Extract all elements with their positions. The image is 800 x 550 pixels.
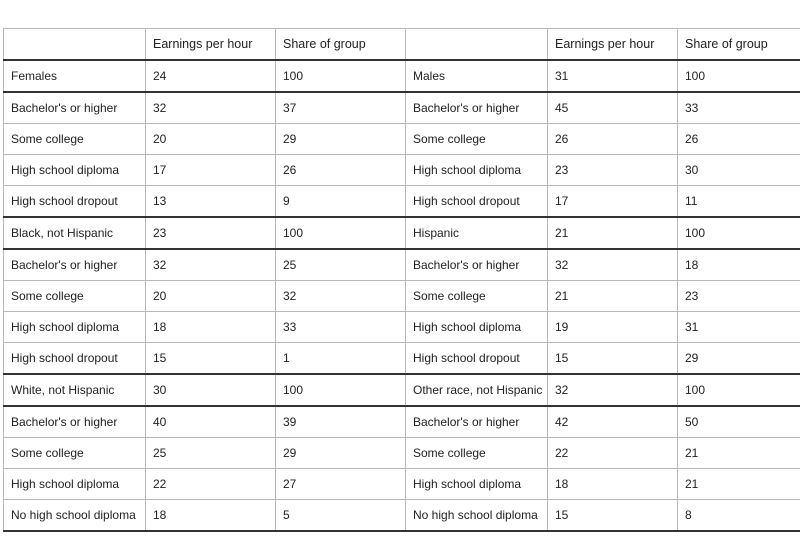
table-cell: 32 <box>146 92 276 124</box>
table-cell: Some college <box>406 124 548 155</box>
table-row <box>4 155 800 186</box>
header-cell: Share of group <box>678 29 800 61</box>
table-cell: 32 <box>548 249 678 281</box>
table-cell: 39 <box>276 406 406 438</box>
header-cell: Earnings per hour <box>548 29 678 61</box>
table-row <box>4 374 800 406</box>
table-cell: Some college <box>4 438 146 469</box>
table-cell: 20 <box>146 281 276 312</box>
table-cell: Hispanic <box>406 217 548 249</box>
header-cell: Earnings per hour <box>146 29 276 61</box>
table-cell: White, not Hispanic <box>4 374 146 406</box>
table-cell: Some college <box>406 281 548 312</box>
table-row <box>4 500 800 532</box>
table-cell: 31 <box>678 312 800 343</box>
table-cell: 100 <box>678 60 800 92</box>
table-cell: 26 <box>276 155 406 186</box>
table-cell: 37 <box>276 92 406 124</box>
table-cell: 25 <box>146 438 276 469</box>
table-cell: Bachelor's or higher <box>4 249 146 281</box>
table-row <box>4 281 800 312</box>
header-cell <box>406 29 548 61</box>
table-cell: 22 <box>146 469 276 500</box>
table-row <box>4 92 800 124</box>
table-cell: 26 <box>678 124 800 155</box>
table-cell: 33 <box>276 312 406 343</box>
table-cell: 5 <box>276 500 406 532</box>
table-cell: 23 <box>548 155 678 186</box>
earnings-table <box>3 28 800 532</box>
table-cell: 15 <box>146 343 276 375</box>
table-cell: 8 <box>678 500 800 532</box>
table-row <box>4 469 800 500</box>
table-cell: 25 <box>276 249 406 281</box>
table-cell: 18 <box>678 249 800 281</box>
table-cell: 11 <box>678 186 800 218</box>
table-cell: High school diploma <box>4 469 146 500</box>
table-cell: Some college <box>4 124 146 155</box>
table-row <box>4 217 800 249</box>
table-cell: 19 <box>548 312 678 343</box>
table-row <box>4 438 800 469</box>
table-cell: High school diploma <box>4 155 146 186</box>
table-cell: Bachelor's or higher <box>4 406 146 438</box>
table-row <box>4 186 800 218</box>
table-cell: 17 <box>548 186 678 218</box>
table-cell: 22 <box>548 438 678 469</box>
table-cell: No high school diploma <box>4 500 146 532</box>
table-cell: 20 <box>146 124 276 155</box>
table-cell: 32 <box>146 249 276 281</box>
table-cell: High school diploma <box>4 312 146 343</box>
table-cell: Some college <box>406 438 548 469</box>
header-cell: Share of group <box>276 29 406 61</box>
table-row <box>4 60 800 92</box>
table-cell: 9 <box>276 186 406 218</box>
table-cell: High school diploma <box>406 155 548 186</box>
table-cell: 15 <box>548 500 678 532</box>
table-cell: 21 <box>678 438 800 469</box>
table-cell: 33 <box>678 92 800 124</box>
table-cell: 21 <box>548 217 678 249</box>
table-cell: 18 <box>146 500 276 532</box>
table-cell: 40 <box>146 406 276 438</box>
table-cell: 18 <box>548 469 678 500</box>
table-cell: 31 <box>548 60 678 92</box>
table-cell: 30 <box>678 155 800 186</box>
table-cell: High school dropout <box>406 343 548 375</box>
table-cell: Bachelor's or higher <box>4 92 146 124</box>
table-cell: 45 <box>548 92 678 124</box>
table-cell: 100 <box>678 374 800 406</box>
table-cell: 21 <box>548 281 678 312</box>
table-row <box>4 343 800 375</box>
table-cell: 29 <box>276 124 406 155</box>
table-cell: 100 <box>276 217 406 249</box>
table-cell: 29 <box>678 343 800 375</box>
table-cell: 23 <box>678 281 800 312</box>
table-cell: Bachelor's or higher <box>406 249 548 281</box>
table-cell: Other race, not Hispanic <box>406 374 548 406</box>
table-cell: 15 <box>548 343 678 375</box>
table-cell: Females <box>4 60 146 92</box>
table-cell: High school dropout <box>4 343 146 375</box>
table-cell: 42 <box>548 406 678 438</box>
table-cell: Some college <box>4 281 146 312</box>
table-cell: Bachelor's or higher <box>406 406 548 438</box>
table-cell: Black, not Hispanic <box>4 217 146 249</box>
table-cell: Bachelor's or higher <box>406 92 548 124</box>
table-row <box>4 249 800 281</box>
table-cell: 17 <box>146 155 276 186</box>
table-cell: 29 <box>276 438 406 469</box>
table-cell: 32 <box>276 281 406 312</box>
table-cell: 24 <box>146 60 276 92</box>
table-row <box>4 124 800 155</box>
table-cell: 13 <box>146 186 276 218</box>
table-row <box>4 312 800 343</box>
table-cell: 100 <box>678 217 800 249</box>
table-cell: High school diploma <box>406 469 548 500</box>
table-cell: 100 <box>276 60 406 92</box>
table-cell: 26 <box>548 124 678 155</box>
table-cell: No high school diploma <box>406 500 548 532</box>
table-cell: 32 <box>548 374 678 406</box>
table-cell: High school dropout <box>406 186 548 218</box>
table-cell: 1 <box>276 343 406 375</box>
table-cell: 30 <box>146 374 276 406</box>
table-row <box>4 406 800 438</box>
table-cell: 27 <box>276 469 406 500</box>
table-cell: 100 <box>276 374 406 406</box>
table-cell: 23 <box>146 217 276 249</box>
table-cell: High school dropout <box>4 186 146 218</box>
header-cell <box>4 29 146 61</box>
header-row <box>4 29 800 61</box>
table-cell: High school diploma <box>406 312 548 343</box>
table-cell: 50 <box>678 406 800 438</box>
table-cell: 18 <box>146 312 276 343</box>
table-cell: Males <box>406 60 548 92</box>
table-cell: 21 <box>678 469 800 500</box>
